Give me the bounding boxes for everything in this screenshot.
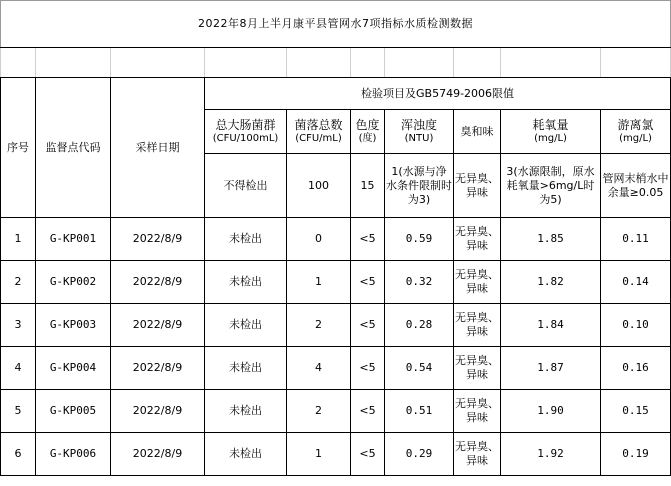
blank-cell[interactable] [205, 48, 287, 78]
cell-color[interactable]: <5 [351, 261, 385, 304]
cell-turbidity[interactable]: 0.29 [385, 433, 454, 476]
cell-coliform[interactable]: 未检出 [205, 304, 287, 347]
limit-turbidity[interactable]: 1(水源与净水条件限制时为3) [385, 154, 454, 218]
cell-color[interactable]: <5 [351, 433, 385, 476]
blank-cell[interactable] [36, 48, 111, 78]
group-header-row [1, 78, 671, 110]
cell-sample-date[interactable]: 2022/8/9 [111, 347, 205, 390]
param-unit: (CFU/100mL) [212, 133, 279, 144]
blank-row [1, 48, 671, 78]
param-unit: (mg/L) [619, 133, 652, 144]
cell-oxygen[interactable]: 1.87 [501, 347, 601, 390]
cell-oxygen[interactable]: 1.82 [501, 261, 601, 304]
cell-coliform[interactable]: 未检出 [205, 433, 287, 476]
cell-oxygen[interactable]: 1.84 [501, 304, 601, 347]
param-unit: (NTU) [404, 133, 434, 144]
table-row [1, 433, 671, 476]
cell-turbidity[interactable]: 0.28 [385, 304, 454, 347]
cell-seq[interactable]: 1 [1, 218, 36, 261]
cell-colony[interactable]: 1 [287, 261, 351, 304]
cell-color[interactable]: <5 [351, 347, 385, 390]
header-turbidity[interactable] [385, 110, 454, 154]
table-row [1, 304, 671, 347]
blank-cell[interactable] [111, 48, 205, 78]
param-name: 总大肠菌群 [215, 118, 276, 132]
cell-seq[interactable]: 2 [1, 261, 36, 304]
limit-colony[interactable]: 100 [287, 154, 351, 218]
cell-coliform[interactable]: 未检出 [205, 390, 287, 433]
cell-point-code[interactable]: G-KP001 [36, 218, 111, 261]
cell-oxygen[interactable]: 1.85 [501, 218, 601, 261]
cell-chlorine[interactable]: 0.14 [601, 261, 671, 304]
param-name: 耗氧量 [532, 118, 569, 132]
cell-odor[interactable]: 无异臭、异味 [454, 261, 501, 304]
cell-odor[interactable]: 无异臭、异味 [454, 347, 501, 390]
blank-cell[interactable] [1, 48, 36, 78]
cell-colony[interactable]: 4 [287, 347, 351, 390]
cell-sample-date[interactable]: 2022/8/9 [111, 390, 205, 433]
table-row [1, 218, 671, 261]
limit-color[interactable]: 15 [351, 154, 385, 218]
cell-coliform[interactable]: 未检出 [205, 347, 287, 390]
cell-colony[interactable]: 0 [287, 218, 351, 261]
title-row [1, 1, 671, 48]
cell-coliform[interactable]: 未检出 [205, 218, 287, 261]
cell-sample-date[interactable]: 2022/8/9 [111, 261, 205, 304]
cell-odor[interactable]: 无异臭、异味 [454, 218, 501, 261]
header-seq[interactable]: 序号 [1, 78, 36, 218]
header-odor[interactable]: 臭和味 [454, 110, 501, 154]
cell-point-code[interactable]: G-KP002 [36, 261, 111, 304]
cell-chlorine[interactable]: 0.16 [601, 347, 671, 390]
cell-chlorine[interactable]: 0.19 [601, 433, 671, 476]
param-unit: (mg/L) [534, 133, 567, 144]
header-colony[interactable] [287, 110, 351, 154]
cell-seq[interactable]: 6 [1, 433, 36, 476]
cell-turbidity[interactable]: 0.51 [385, 390, 454, 433]
cell-odor[interactable]: 无异臭、异味 [454, 433, 501, 476]
table-row [1, 347, 671, 390]
header-color[interactable] [351, 110, 385, 154]
header-coliform[interactable] [205, 110, 287, 154]
limit-chlorine[interactable]: 管网末梢水中余量≥0.05 [601, 154, 671, 218]
blank-cell[interactable] [501, 48, 601, 78]
header-sample-date[interactable]: 采样日期 [111, 78, 205, 218]
cell-color[interactable]: <5 [351, 390, 385, 433]
table-row [1, 261, 671, 304]
param-name: 游离氯 [617, 118, 654, 132]
cell-colony[interactable]: 1 [287, 433, 351, 476]
cell-seq[interactable]: 3 [1, 304, 36, 347]
param-name: 浑浊度 [400, 118, 437, 132]
cell-point-code[interactable]: G-KP005 [36, 390, 111, 433]
param-unit: (度) [358, 133, 377, 144]
cell-point-code[interactable]: G-KP004 [36, 347, 111, 390]
cell-colony[interactable]: 2 [287, 304, 351, 347]
cell-color[interactable]: <5 [351, 218, 385, 261]
blank-cell[interactable] [351, 48, 385, 78]
blank-cell[interactable] [385, 48, 454, 78]
cell-odor[interactable]: 无异臭、异味 [454, 304, 501, 347]
header-oxygen[interactable] [501, 110, 601, 154]
cell-color[interactable]: <5 [351, 304, 385, 347]
header-test-items[interactable]: 检验项目及GB5749-2006限值 [205, 78, 671, 110]
page-title: 2022年8月上半月康平县管网水7项指标水质检测数据 [1, 1, 671, 48]
cell-sample-date[interactable]: 2022/8/9 [111, 304, 205, 347]
cell-point-code[interactable]: G-KP003 [36, 304, 111, 347]
cell-chlorine[interactable]: 0.11 [601, 218, 671, 261]
cell-oxygen[interactable]: 1.90 [501, 390, 601, 433]
limit-odor[interactable]: 无异臭、异味 [454, 154, 501, 218]
cell-turbidity[interactable]: 0.59 [385, 218, 454, 261]
cell-chlorine[interactable]: 0.15 [601, 390, 671, 433]
cell-coliform[interactable]: 未检出 [205, 261, 287, 304]
cell-seq[interactable]: 5 [1, 390, 36, 433]
blank-cell[interactable] [454, 48, 501, 78]
blank-cell[interactable] [287, 48, 351, 78]
param-unit: (CFU/mL) [295, 133, 342, 144]
cell-colony[interactable]: 2 [287, 390, 351, 433]
cell-point-code[interactable]: G-KP006 [36, 433, 111, 476]
limit-coliform[interactable]: 不得检出 [205, 154, 287, 218]
cell-oxygen[interactable]: 1.92 [501, 433, 601, 476]
param-name: 菌落总数 [294, 118, 343, 132]
header-chlorine[interactable] [601, 110, 671, 154]
cell-turbidity[interactable]: 0.32 [385, 261, 454, 304]
param-name: 色度 [355, 118, 380, 132]
header-point-code[interactable]: 监督点代码 [36, 78, 111, 218]
cell-sample-date[interactable]: 2022/8/9 [111, 433, 205, 476]
blank-cell[interactable] [601, 48, 671, 78]
cell-sample-date[interactable]: 2022/8/9 [111, 218, 205, 261]
limit-oxygen[interactable]: 3(水源限制，原水耗氧量>6mg/L时为5) [501, 154, 601, 218]
table-row [1, 390, 671, 433]
cell-turbidity[interactable]: 0.54 [385, 347, 454, 390]
cell-chlorine[interactable]: 0.10 [601, 304, 671, 347]
cell-seq[interactable]: 4 [1, 347, 36, 390]
cell-odor[interactable]: 无异臭、异味 [454, 390, 501, 433]
